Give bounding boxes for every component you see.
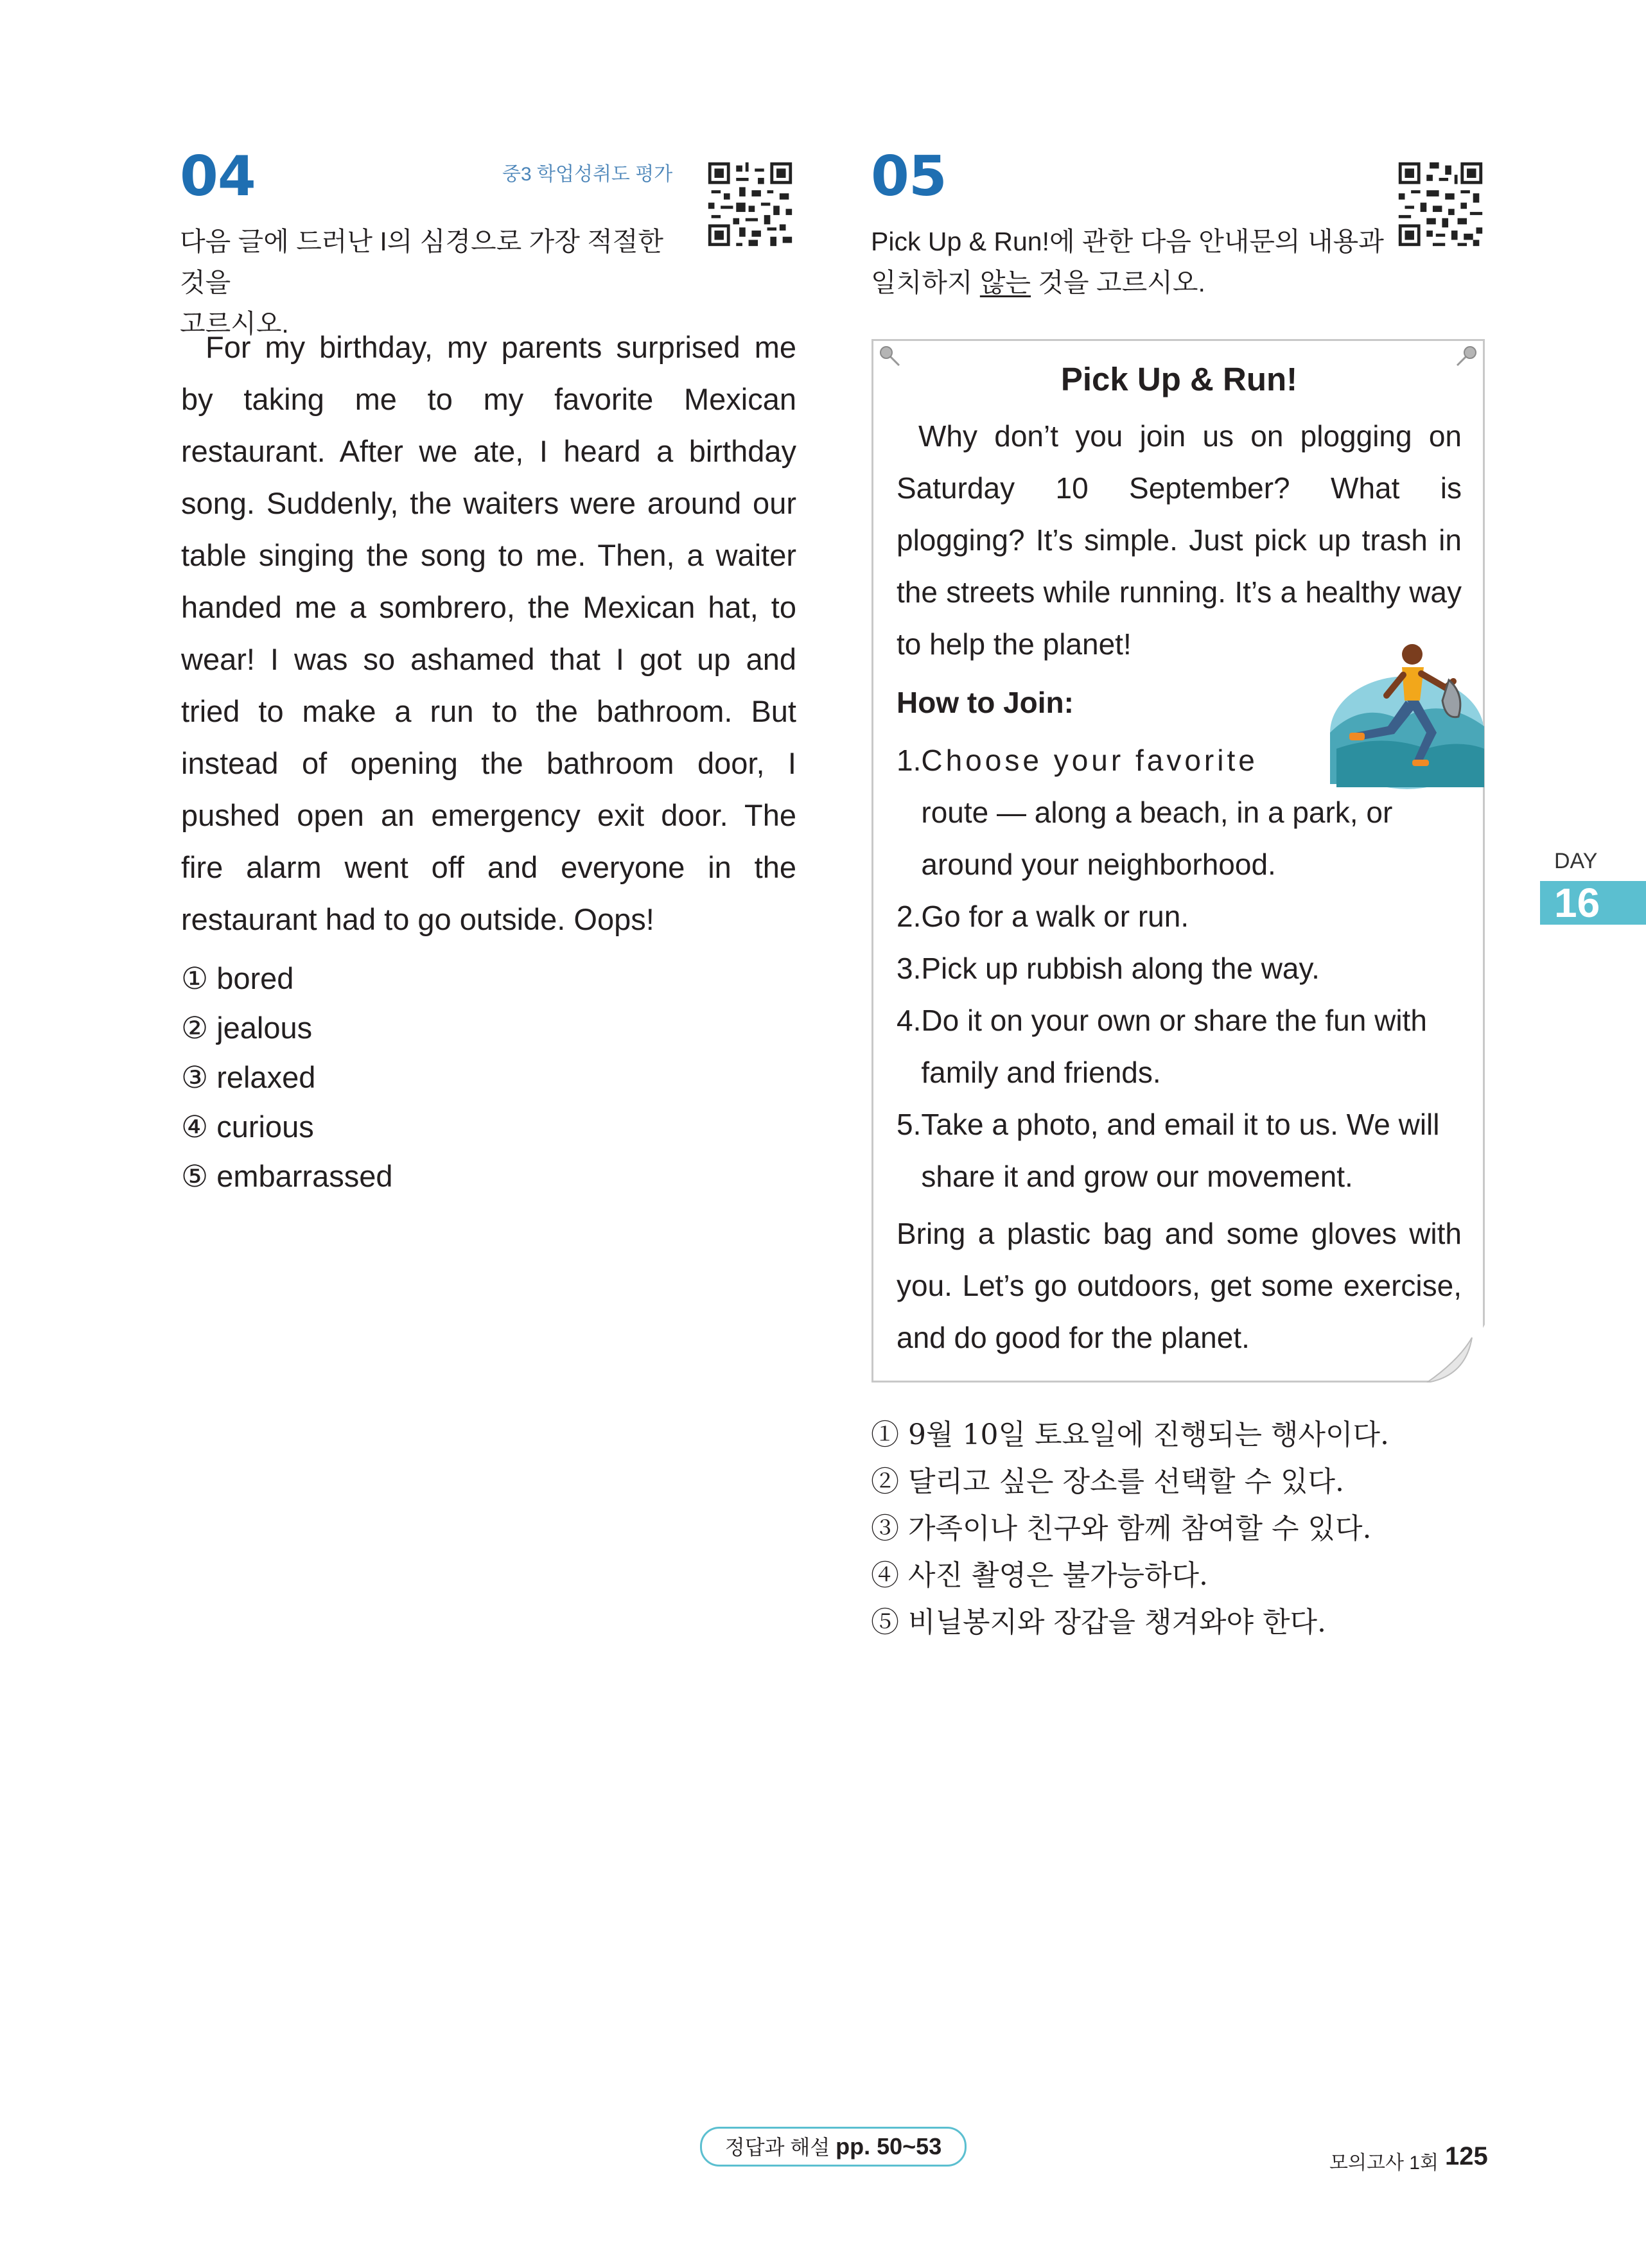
step-3: 3. Pick up rubbish along the way.	[897, 952, 1320, 985]
instruction-line-1: 다음 글에 드러난 I의 심경으로 가장 적절한 것을	[180, 227, 664, 297]
question-instruction-05	[871, 221, 1385, 303]
answer-reference-pill	[700, 2127, 967, 2167]
notice-closing: Bring a plastic bag and some gloves with you. Let’s go outdoors, get some exercise, and do good for the planet.	[897, 1217, 1462, 1354]
how-to-join-heading: How to Join:	[897, 686, 1074, 719]
page-number: 125	[1445, 2142, 1488, 2170]
reading-passage-04	[181, 321, 796, 945]
day-number-tab: 16	[1540, 881, 1646, 925]
notice-title: Pick Up & Run!	[1060, 361, 1298, 397]
qr-code-04[interactable]	[705, 159, 795, 249]
choice-2[interactable]: ② 달리고 싶은 장소를 선택할 수 있다.	[871, 1465, 1344, 1498]
choice-5[interactable]: ⑤ embarrassed	[181, 1159, 393, 1193]
choice-2[interactable]: ② jealous	[181, 1011, 313, 1045]
choice-5[interactable]: ⑤ 비닐봉지와 장갑을 챙겨와야 한다.	[871, 1606, 1326, 1639]
instruction-line-2: 고르시오.	[180, 309, 289, 338]
question-number-05: 05	[871, 144, 947, 209]
answer-choices-05	[871, 1411, 1513, 1646]
runner-illustration	[1311, 636, 1487, 790]
answer-pages: pp. 50~53	[836, 2133, 942, 2159]
instruction-line-1: Pick Up & Run!에 관한 다음 안내문의 내용과	[871, 227, 1384, 256]
step-4: 4. Do it on your own or share the fun with family and friends.	[897, 1004, 1427, 1089]
notice-content	[897, 354, 1462, 1364]
choice-4[interactable]: ④ 사진 촬영은 불가능하다.	[871, 1559, 1208, 1592]
choice-1[interactable]: ① 9월 10일 토요일에 진행되는 행사이다.	[871, 1418, 1389, 1451]
notice-intro: Why don’t you join us on plogging on Saturday 10 September? What is plogging? It’s simple. Just pick up trash in the streets while running. It’s a healthy way to help the planet!	[897, 419, 1462, 661]
choice-3[interactable]: ③ 가족이나 친구와 함께 참여할 수 있다.	[871, 1512, 1372, 1545]
qr-code-05[interactable]	[1396, 159, 1485, 249]
notice-card	[871, 339, 1485, 1383]
test-name: 모의고사 1회	[1329, 2152, 1439, 2174]
question-number-04: 04	[180, 144, 256, 209]
passage-text: For my birthday, my parents surprised me by taking me to my favorite Mexican restaurant. After we ate, I heard a birthday song. Suddenly, the waiters were around our table singing the song to me. Then, a waiter handed me a sombrero, the Mexican hat, to wear! I was so ashamed that I got up and tried to make a run to the bathroom. But instead of opening the bathroom door, I pushed open an emergency exit door. The fire alarm went off and everyone in the restaurant had to go outside. Oops!	[181, 330, 796, 936]
choice-3[interactable]: ③ relaxed	[181, 1060, 316, 1094]
question-source-tag: 중3 학업성취도 평가	[502, 164, 673, 185]
instruction-line-2: 일치하지 않는 것을 고르시오.	[871, 268, 1205, 297]
step-1: 1. Choose your favorite route — along a beach, in a park, or around your neighborhood.	[897, 735, 1462, 891]
step-1-text: Choose your favorite route — along a beach, in a park, or around your neighborhood.	[921, 744, 1393, 881]
answer-label: 정답과 해설	[724, 2136, 836, 2159]
underlined-word: 않는	[979, 268, 1031, 297]
day-label: DAY	[1554, 849, 1598, 873]
step-5: 5. Take a photo, and email it to us. We will share it and grow our movement.	[897, 1108, 1440, 1193]
choice-4[interactable]: ④ curious	[181, 1110, 314, 1144]
step-2: 2. Go for a walk or run.	[897, 900, 1189, 933]
choice-1[interactable]: ① bored	[181, 961, 294, 995]
answer-choices-04	[181, 954, 759, 1201]
